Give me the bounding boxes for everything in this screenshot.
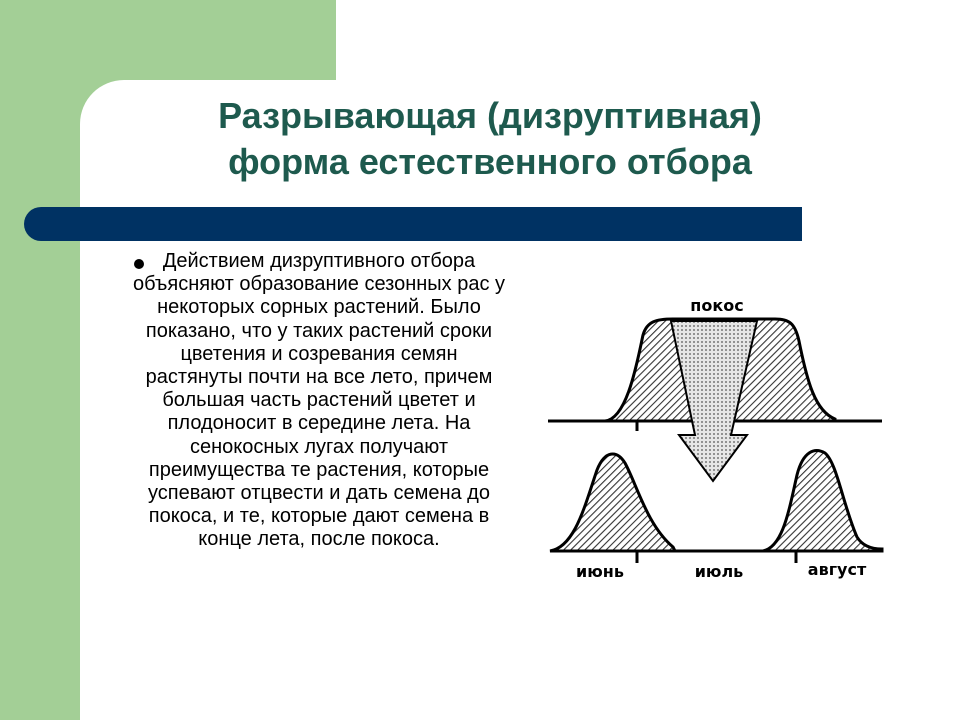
lower-distribution-early bbox=[550, 454, 675, 551]
bullet-text: Действием дизруптивного отбора объясняют образование сезонных рас у некоторых сорных растений. Было показано, что у таких растений сроки цветения и созревания семян растянуты почти на все лето, причем большая часть растений цветет и плодоносит в середине лета. На сенокосных лугах получают преимущества те растения, которые успевают отцвести и дать семена до покоса, и те, которые дают семена в конце лета, после покоса. bbox=[132, 250, 506, 551]
title-line-1: Разрывающая (дизруптивная) bbox=[218, 95, 762, 136]
title-divider-bar bbox=[24, 207, 802, 241]
disruptive-selection-diagram bbox=[545, 285, 885, 585]
diagram-svg bbox=[545, 285, 885, 585]
slide-title bbox=[110, 93, 870, 185]
mowing-label: покос bbox=[690, 296, 744, 315]
title-line-2: форма естественного отбора bbox=[228, 141, 752, 182]
month-label-august: август bbox=[807, 560, 867, 579]
month-label-july: июль bbox=[694, 562, 744, 581]
month-label-june: июнь bbox=[576, 562, 624, 581]
lower-distribution-late bbox=[763, 451, 882, 551]
